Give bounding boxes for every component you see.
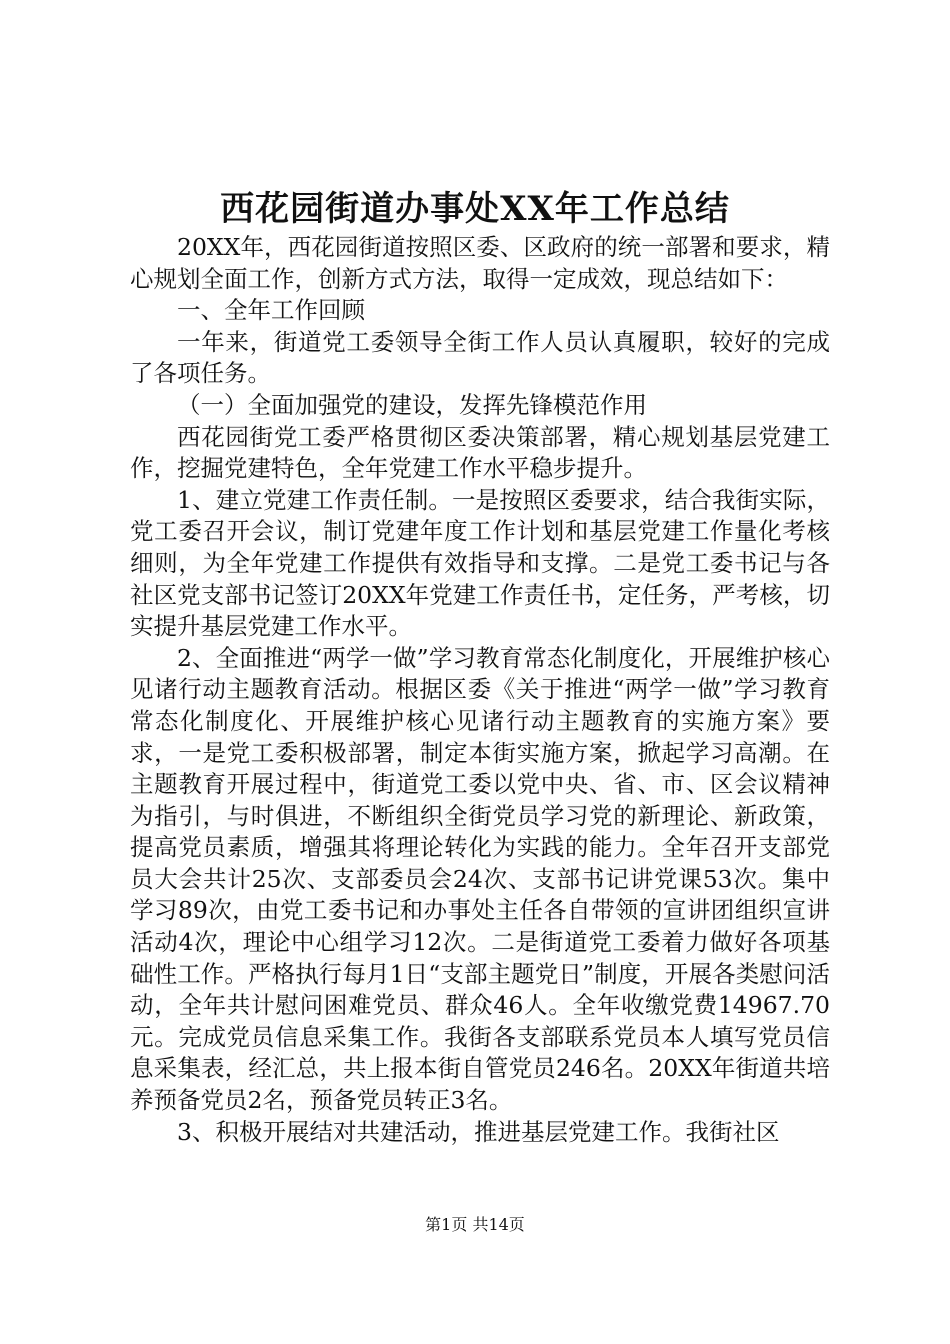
paragraph-party-committee: 西花园街党工委严格贯彻区委决策部署，精心规划基层党建工作，挖掘党建特色，全年党建工作水平稳步提升。 (130, 422, 830, 483)
page-number-footer: 第1页 共14页 (425, 1215, 525, 1234)
paragraph-item-2: 2、全面推进“两学一做”学习教育常态化制度化，开展维护核心见诸行动主题教育活动。根据区委《关于推进“两学一做”学习教育常态化制度化、开展维护核心见诸行动主题教育的实施方案》要求，一是党工委积极部署，制定本街实施方案，掀起学习高潮。在主题教育开展过程中，街道党工委以党中央、省、市、区会议精神为指引，与时俱进，不断组织全街党员学习党的新理论、新政策，提高党员素质，增强其将理论转化为实践的能力。全年召开支部党员大会共计25次、支部委员会24次、支部书记讲党课53次。集中学习89次，由党工委书记和办事处主任各自带领的宣讲团组织宣讲活动4次，理论中心组学习12次。二是街道党工委着力做好各项基础性工作。严格执行每月1日“支部主题党日”制度，开展各类慰问活动，全年共计慰问困难党员、群众46人。全年收缴党费14967.70元。完成党员信息采集工作。我街各支部联系党员本人填写党员信息采集表，经汇总，共上报本街自管党员246名。20XX年街道共培养预备党员2名，预备党员转正3名。 (130, 643, 830, 1115)
section-heading-review: 一、全年工作回顾 (177, 296, 365, 325)
paragraph-item-3: 3、积极开展结对共建活动，推进基层党建工作。我街社区 (177, 1117, 780, 1146)
document-title: 西花园街道办事处XX年工作总结 (220, 189, 730, 229)
paragraph-item-1: 1、建立党建工作责任制。一是按照区委要求，结合我街实际，党工委召开会议，制订党建年度工作计划和基层党建工作量化考核细则，为全年党建工作提供有效指导和支撑。二是党工委书记与各社区党支部书记签订20XX年党建工作责任书，定任务，严考核，切实提升基层党建工作水平。 (130, 485, 830, 641)
document-body (130, 232, 830, 1148)
paragraph-intro: 20XX年，西花园街道按照区委、区政府的统一部署和要求，精心规划全面工作，创新方式方法，取得一定成效，现总结如下： (130, 233, 830, 293)
paragraph-overview: 一年来，街道党工委领导全街工作人员认真履职，较好的完成了各项任务。 (130, 327, 830, 388)
subsection-heading-party-building: （一）全面加强党的建设，发挥先锋模范作用 (177, 390, 647, 419)
